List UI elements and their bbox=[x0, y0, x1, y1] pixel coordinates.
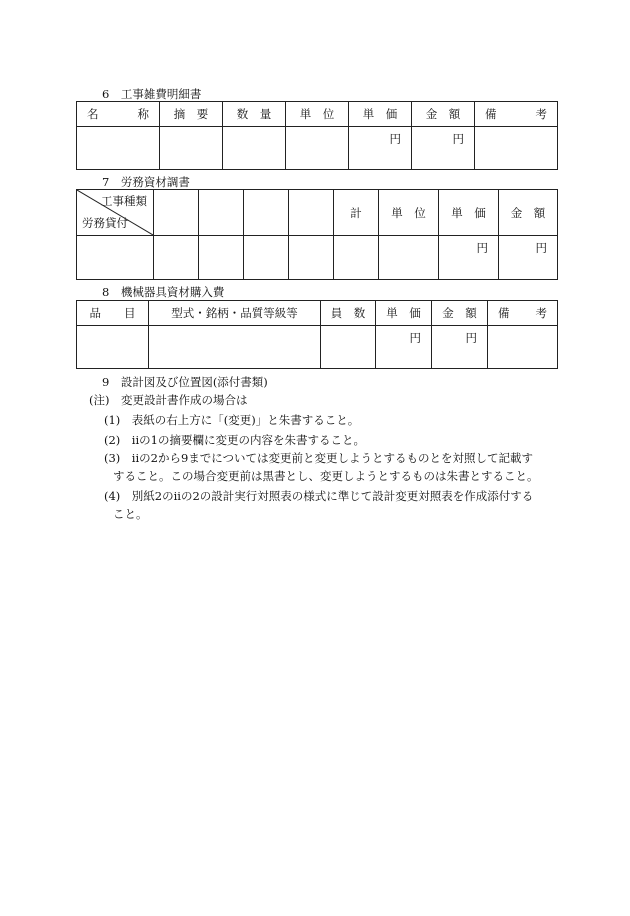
note-3-line-2: すること。この場合変更前は黒書とし、変更しようとするものは朱書とすること。 bbox=[113, 469, 539, 483]
header-total: 計 bbox=[334, 190, 379, 236]
cell-unit bbox=[286, 127, 349, 170]
header-quantity: 数 量 bbox=[223, 102, 286, 127]
cell-amount-yen: 円 bbox=[432, 326, 488, 369]
header-model: 型式・銘柄・品質等級等 bbox=[149, 301, 321, 326]
work-col-2 bbox=[199, 190, 244, 236]
cell-amount-yen: 円 bbox=[499, 236, 558, 280]
cell-unit-price-yen: 円 bbox=[376, 326, 432, 369]
cell-work-3 bbox=[244, 236, 289, 280]
diag-top-label: 工事種類 bbox=[101, 194, 147, 208]
header-remarks: 備 考 bbox=[475, 102, 558, 127]
cell-model bbox=[149, 326, 321, 369]
equipment-purchase-table bbox=[76, 300, 558, 369]
notes-intro: (注) 変更設計書作成の場合は bbox=[89, 393, 248, 407]
cell-quantity bbox=[223, 127, 286, 170]
cell-unit bbox=[379, 236, 439, 280]
header-amount: 金 額 bbox=[412, 102, 475, 127]
header-unit: 単 位 bbox=[379, 190, 439, 236]
header-unit-price: 単 価 bbox=[349, 102, 412, 127]
cell-unit-price-yen: 円 bbox=[439, 236, 499, 280]
cell-total bbox=[334, 236, 379, 280]
section-7-title: 7 労務資材調書 bbox=[102, 175, 190, 189]
diag-bottom-label: 労務貸付 bbox=[82, 216, 128, 230]
work-col-1 bbox=[154, 190, 199, 236]
cell-item bbox=[77, 326, 149, 369]
cell-work-2 bbox=[199, 236, 244, 280]
labor-materials-table bbox=[76, 189, 558, 280]
header-unit: 単 位 bbox=[286, 102, 349, 127]
header-count: 員 数 bbox=[321, 301, 376, 326]
header-amount: 金 額 bbox=[432, 301, 488, 326]
header-name: 名 称 bbox=[77, 102, 160, 127]
header-item: 品 目 bbox=[77, 301, 149, 326]
cell-work-1 bbox=[154, 236, 199, 280]
cell-label bbox=[77, 236, 154, 280]
header-amount: 金 額 bbox=[499, 190, 558, 236]
section-9-title: 9 設計図及び位置図(添付書類) bbox=[102, 375, 268, 389]
cell-amount-yen: 円 bbox=[412, 127, 475, 170]
header-unit-price: 単 価 bbox=[439, 190, 499, 236]
note-1: (1) 表紙の右上方に「(変更)」と朱書すること。 bbox=[104, 413, 360, 427]
cell-name bbox=[77, 127, 160, 170]
note-4-line-1: (4) 別紙2のiiの2の設計実行対照表の様式に準じて設計変更対照表を作成添付する bbox=[104, 489, 534, 503]
cell-remarks bbox=[488, 326, 558, 369]
section-6-title: 6 工事雑費明細書 bbox=[102, 87, 202, 101]
header-unit-price: 単 価 bbox=[376, 301, 432, 326]
misc-expense-table bbox=[76, 101, 558, 170]
header-remarks: 備 考 bbox=[488, 301, 558, 326]
note-4-line-2: こと。 bbox=[113, 507, 148, 521]
work-col-3 bbox=[244, 190, 289, 236]
section-8-title: 8 機械器具資材購入費 bbox=[102, 285, 225, 299]
cell-work-4 bbox=[289, 236, 334, 280]
cell-remarks bbox=[475, 127, 558, 170]
work-col-4 bbox=[289, 190, 334, 236]
cell-count bbox=[321, 326, 376, 369]
note-2: (2) iiの1の摘要欄に変更の内容を朱書すること。 bbox=[104, 433, 365, 447]
cell-unit-price-yen: 円 bbox=[349, 127, 412, 170]
diagonal-header-cell bbox=[77, 190, 154, 236]
cell-summary bbox=[160, 127, 223, 170]
header-summary: 摘 要 bbox=[160, 102, 223, 127]
note-3-line-1: (3) iiの2から9までについては変更前と変更しようとするものとを対照して記載す bbox=[104, 451, 534, 465]
